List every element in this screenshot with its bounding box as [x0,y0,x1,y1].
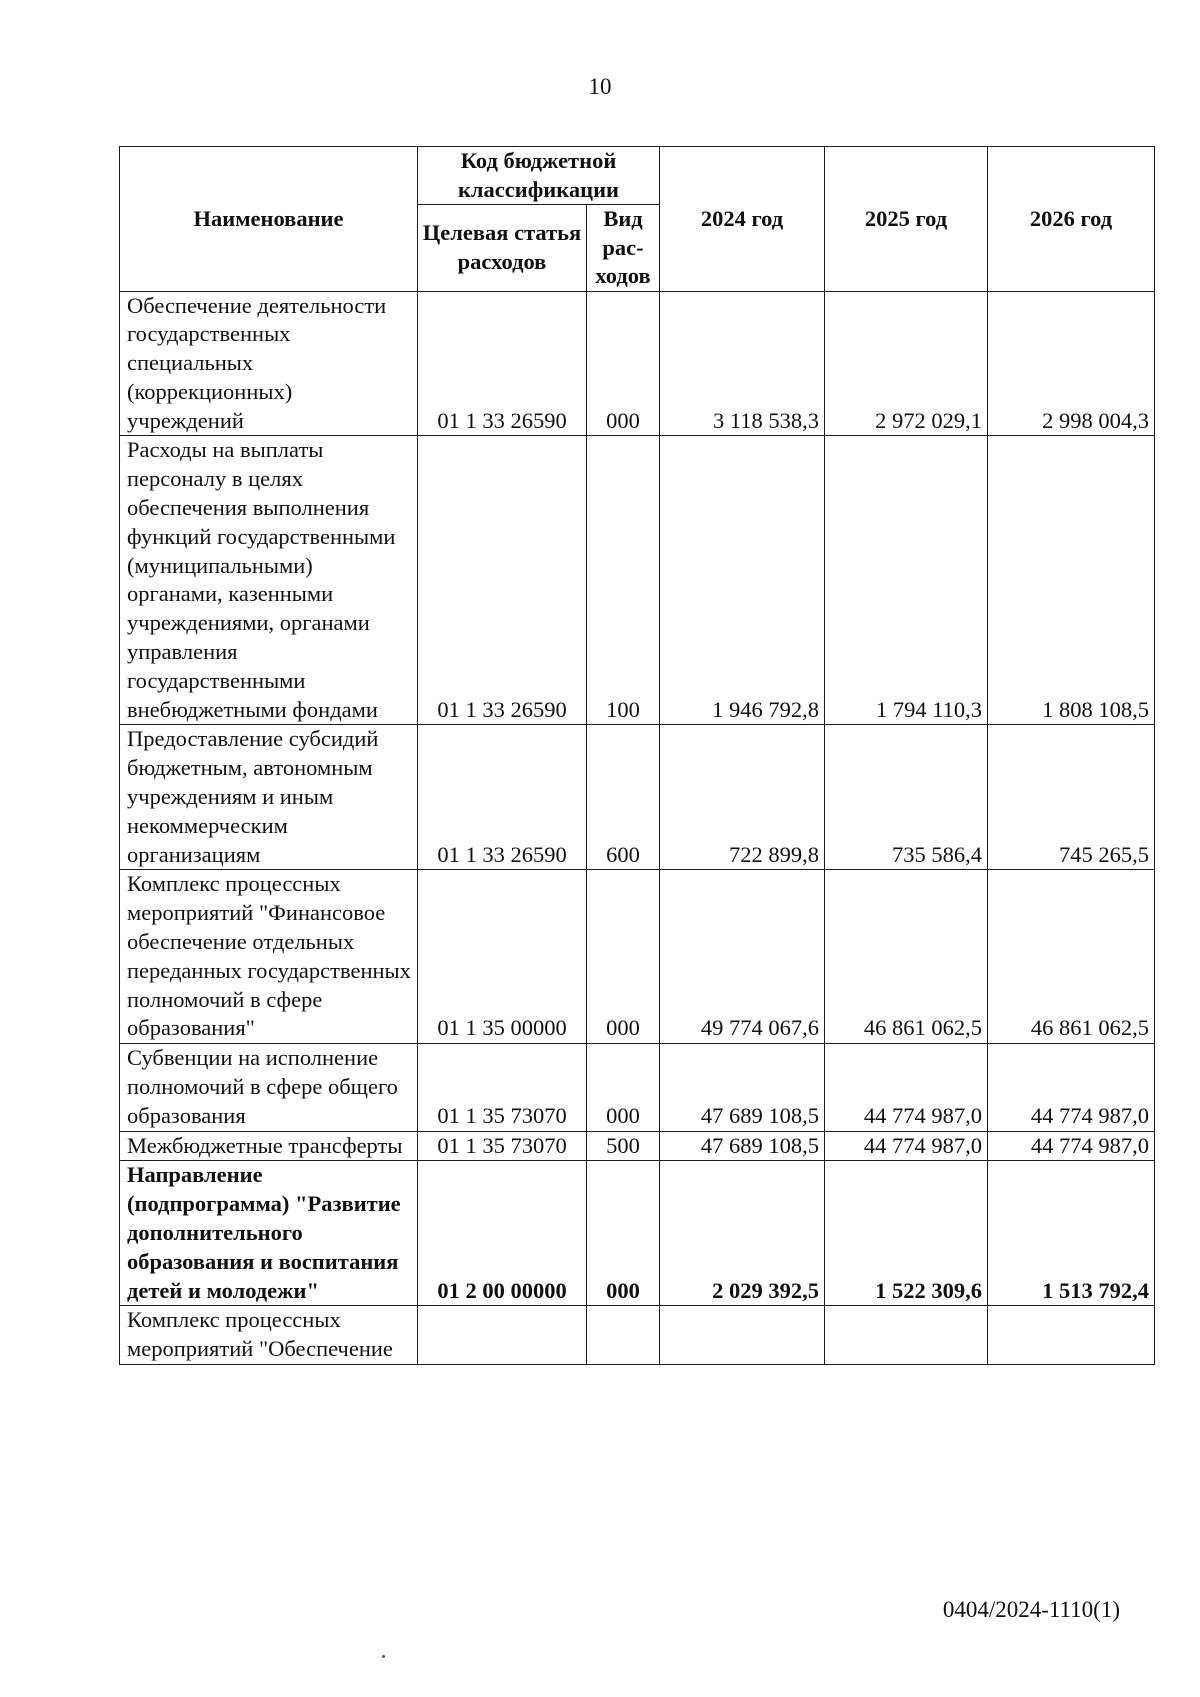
row-code-cell: 01 1 35 00000 [418,870,587,1044]
scan-speck [382,1655,385,1658]
row-2025-cell [825,1306,988,1365]
row-2024-cell: 47 689 108,5 [660,1131,825,1161]
row-2024-cell: 722 899,8 [660,725,825,870]
table-row [120,725,1155,870]
row-code-cell: 01 1 33 26590 [418,436,587,725]
row-2026-cell: 44 774 987,0 [988,1131,1155,1161]
row-2025-cell: 46 861 062,5 [825,870,988,1044]
row-name-cell: Комплекс процессных мероприятий "Финансовое обеспечение отдельных переданных государственных полномочий в сфере образования" [120,870,418,1044]
row-code-cell: 01 2 00 00000 [418,1161,587,1306]
row-2024-cell [660,1306,825,1365]
row-2025-cell: 1 794 110,3 [825,436,988,725]
row-2025-cell: 44 774 987,0 [825,1044,988,1131]
row-type-cell: 100 [587,436,660,725]
row-name-cell: Межбюджетные трансферты [120,1131,418,1161]
row-2024-cell: 2 029 392,5 [660,1161,825,1306]
table-body [120,291,1155,1364]
row-2026-cell [988,1306,1155,1365]
row-2026-cell: 1 808 108,5 [988,436,1155,725]
row-2026-cell: 44 774 987,0 [988,1044,1155,1131]
row-name-cell: Расходы на выплаты персоналу в целях обеспечения выполнения функций государственными (муниципальными) органами, казенными учреждениями, органами управления государственными внебюджетными фондами [120,436,418,725]
header-2024: 2024 год [660,147,825,292]
row-name-cell: Направление (подпрограмма) "Развитие дополнительного образования и воспитания детей и молодежи" [120,1161,418,1306]
row-2026-cell: 2 998 004,3 [988,291,1155,436]
row-2024-cell: 3 118 538,3 [660,291,825,436]
row-2025-cell: 2 972 029,1 [825,291,988,436]
row-type-cell: 000 [587,1161,660,1306]
row-2026-cell: 46 861 062,5 [988,870,1155,1044]
table-row [120,436,1155,725]
table-row [120,1131,1155,1161]
row-2026-cell: 745 265,5 [988,725,1155,870]
row-type-cell: 600 [587,725,660,870]
row-code-cell: 01 1 35 73070 [418,1044,587,1131]
row-name-cell: Субвенции на исполнение полномочий в сфере общего образования [120,1044,418,1131]
table-header [120,147,1155,292]
row-2025-cell: 1 522 309,6 [825,1161,988,1306]
row-name-cell: Комплекс процессных мероприятий "Обеспечение [120,1306,418,1365]
header-2025: 2025 год [825,147,988,292]
row-2026-cell: 1 513 792,4 [988,1161,1155,1306]
row-type-cell: 000 [587,870,660,1044]
row-code-cell [418,1306,587,1365]
table-row [120,291,1155,436]
table-row [120,1306,1155,1365]
row-name-cell: Предоставление субсидий бюджетным, автономным учреждениям и иным некоммерческим организациям [120,725,418,870]
table-row [120,870,1155,1044]
row-type-cell: 500 [587,1131,660,1161]
table-row [120,1161,1155,1306]
document-number: 0404/2024-1110(1) [942,1597,1120,1622]
row-code-cell: 01 1 33 26590 [418,725,587,870]
row-type-cell [587,1306,660,1365]
row-2024-cell: 1 946 792,8 [660,436,825,725]
row-2024-cell: 49 774 067,6 [660,870,825,1044]
row-name-cell: Обеспечение деятельности государственных специальных (коррекционных) учреждений [120,291,418,436]
header-name: Наименование [120,147,418,292]
header-expense-type: Вид рас-ходов [587,205,660,292]
row-2024-cell: 47 689 108,5 [660,1044,825,1131]
header-2026: 2026 год [988,147,1155,292]
row-2025-cell: 735 586,4 [825,725,988,870]
row-type-cell: 000 [587,291,660,436]
header-target-article: Целевая статья расходов [418,205,587,292]
row-2025-cell: 44 774 987,0 [825,1131,988,1161]
row-code-cell: 01 1 33 26590 [418,291,587,436]
header-code-group: Код бюджетной классификации [418,147,660,205]
budget-table [119,146,1155,1365]
page-number: 10 [588,74,612,99]
table-row [120,1044,1155,1131]
row-code-cell: 01 1 35 73070 [418,1131,587,1161]
row-type-cell: 000 [587,1044,660,1131]
